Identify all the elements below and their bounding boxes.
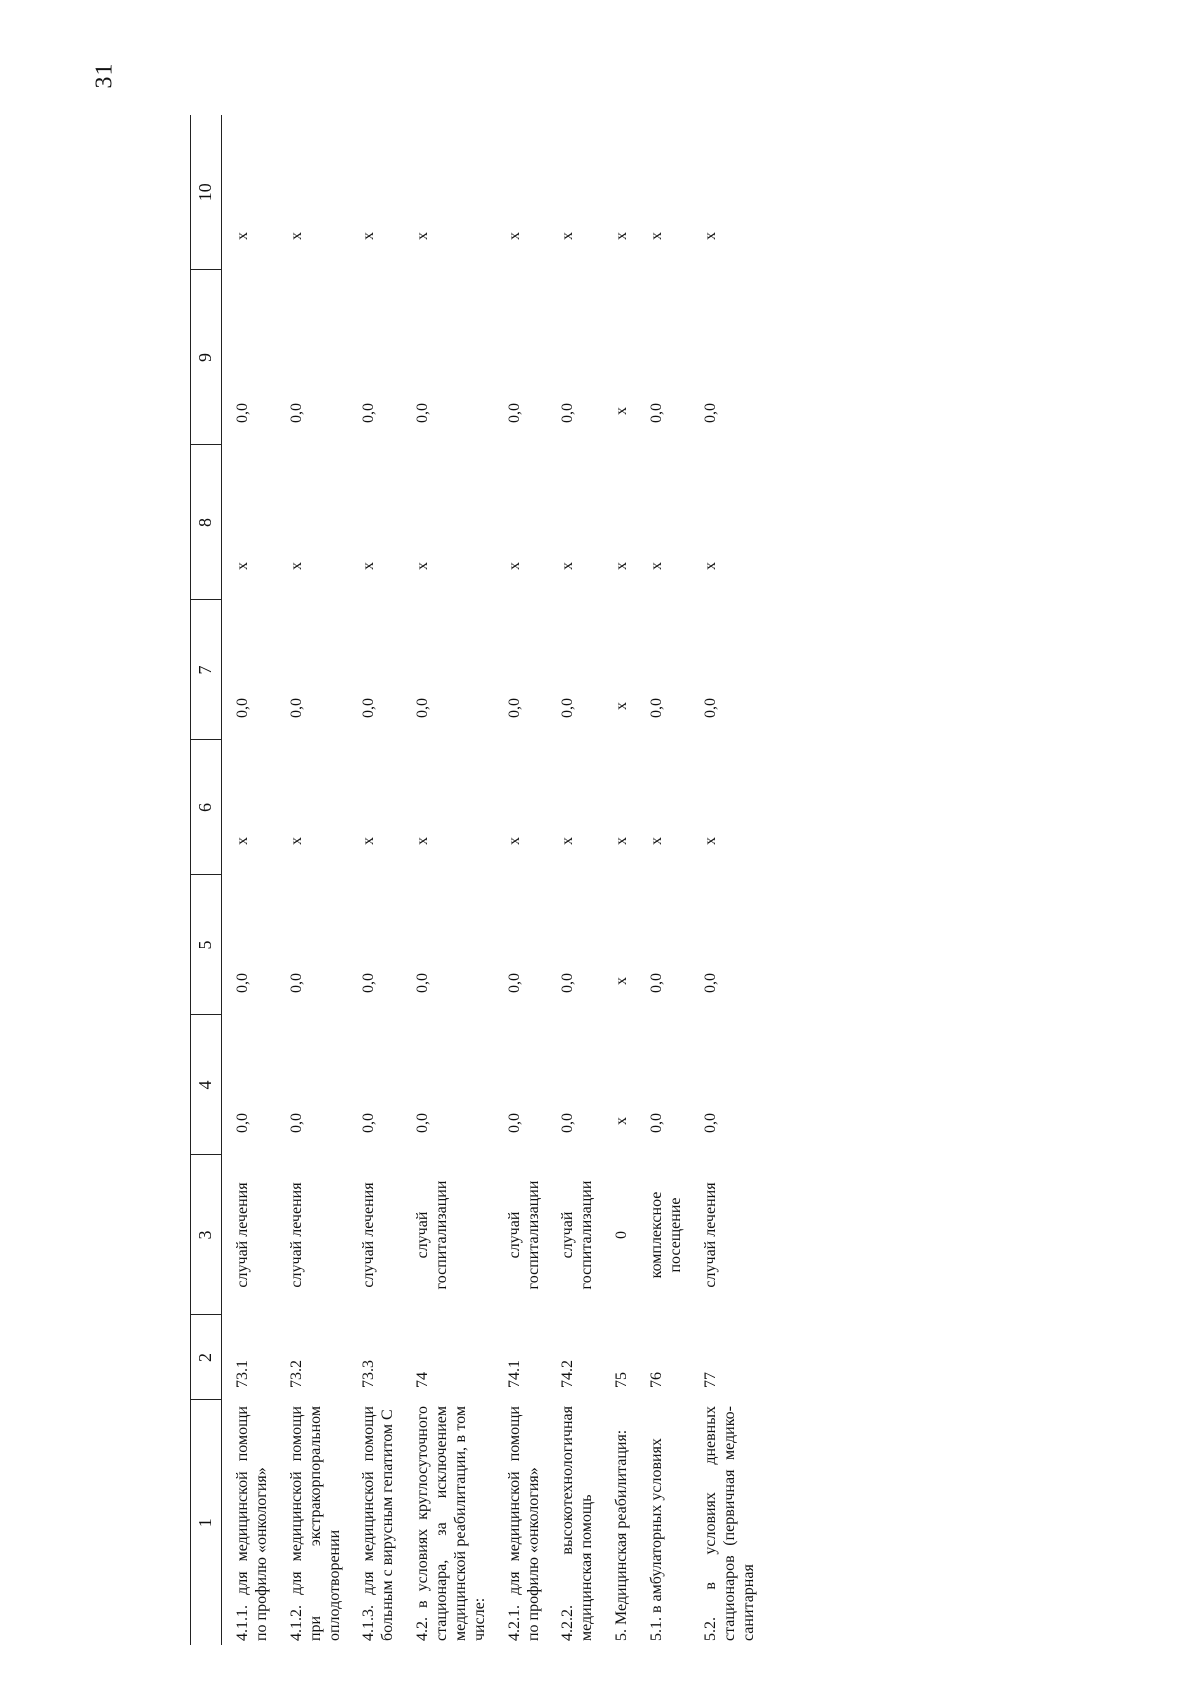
cell-col7: 0,0	[505, 698, 523, 718]
cell-col4: х	[613, 1117, 631, 1125]
row-code: 76	[648, 1372, 665, 1388]
table-row	[348, 115, 402, 1645]
cell-col5: 0,0	[559, 973, 577, 993]
cell-col6: х	[287, 837, 305, 845]
header-cell: 5	[191, 875, 222, 1015]
row-code: 74	[414, 1372, 432, 1388]
cell-col9: 0,0	[701, 403, 719, 423]
cell-col4: 0,0	[414, 1113, 432, 1133]
table-row	[276, 115, 349, 1645]
cell-col10: х	[234, 232, 251, 240]
table-row	[402, 115, 494, 1645]
cell-col4: 0,0	[505, 1113, 523, 1133]
cell-col9: 0,0	[414, 403, 432, 423]
cell-col5: 0,0	[360, 973, 378, 993]
cell-col6: х	[648, 837, 665, 845]
data-table	[190, 115, 762, 1645]
cell-col10: х	[414, 232, 432, 240]
cell-col8: х	[559, 562, 577, 570]
row-code: 74.1	[505, 1360, 523, 1388]
cell-col5: 0,0	[701, 973, 719, 993]
cell-col5: 0,0	[505, 973, 523, 993]
cell-col9: 0,0	[505, 403, 523, 423]
cell-col6: х	[505, 837, 523, 845]
cell-col10: х	[701, 232, 719, 240]
table-row	[690, 115, 763, 1645]
cell-col9: 0,0	[360, 403, 378, 423]
header-cell: 8	[191, 445, 222, 600]
cell-col10: х	[559, 232, 577, 240]
header-cell: 10	[191, 115, 222, 270]
cell-col7: 0,0	[360, 698, 378, 718]
row-name: 5.1. в амбулаторных условиях	[648, 1438, 665, 1641]
cell-col7: 0,0	[648, 698, 665, 718]
cell-col8: х	[234, 562, 251, 570]
cell-col10: х	[505, 232, 523, 240]
page-number: 31	[91, 62, 118, 89]
cell-col8: х	[505, 562, 523, 570]
cell-col7: 0,0	[234, 698, 251, 718]
table-row	[494, 115, 548, 1645]
table-row	[601, 115, 636, 1645]
cell-col9: 0,0	[559, 403, 577, 423]
row-name: 4.1.2. для медицинской помощи при экстракорпоральном оплодотворении	[287, 1406, 343, 1641]
row-unit: случай госпитализации	[505, 1180, 542, 1290]
cell-col8: х	[701, 562, 719, 570]
cell-col4: 0,0	[234, 1113, 251, 1133]
cell-col5: 0,0	[648, 973, 665, 993]
row-name: 4.2. в условиях круглосуточного стационара, за исключением медицинской реабилитации, в том числе:	[414, 1406, 488, 1641]
cell-col7: 0,0	[559, 698, 577, 718]
cell-col9: 0,0	[287, 403, 305, 423]
header-cell: 7	[191, 600, 222, 740]
row-unit: случай госпитализации	[559, 1180, 596, 1290]
cell-col8: х	[360, 562, 378, 570]
row-name: 4.1.1. для медицинской помощи по профилю «онкология»	[234, 1406, 270, 1641]
cell-col6: х	[234, 837, 251, 845]
cell-col6: х	[360, 837, 378, 845]
row-name: 4.2.1. для медицинской помощи по профилю «онкология»	[505, 1406, 542, 1641]
cell-col9: х	[613, 407, 631, 415]
cell-col9: 0,0	[234, 403, 251, 423]
rotated-table-container	[190, 115, 990, 1645]
row-code: 75	[613, 1372, 631, 1388]
table-row	[547, 115, 601, 1645]
table-row	[636, 115, 690, 1645]
cell-col4: 0,0	[287, 1113, 305, 1133]
row-code: 73.2	[287, 1360, 305, 1388]
row-unit: 0	[613, 1231, 631, 1239]
cell-col6: х	[414, 837, 432, 845]
row-name: 5.2. в условиях дневных стационаров (первичная медико-санитарная	[701, 1406, 757, 1641]
row-name: 5. Медицинская реабилитация:	[613, 1429, 631, 1641]
cell-col10: х	[287, 232, 305, 240]
row-code: 77	[701, 1372, 719, 1388]
row-name: 4.1.3. для медицинской помощи больным с вирусным гепатитом С	[360, 1406, 397, 1641]
row-unit: случай госпитализации	[414, 1180, 450, 1290]
row-unit: комплексное посещение	[648, 1191, 684, 1279]
cell-col7: 0,0	[701, 698, 719, 718]
cell-col8: х	[648, 562, 665, 570]
cell-col8: х	[414, 562, 432, 570]
row-unit: случай лечения	[701, 1182, 719, 1288]
cell-col4: 0,0	[559, 1113, 577, 1133]
cell-col9: 0,0	[648, 403, 665, 423]
cell-col10: х	[648, 232, 665, 240]
cell-col7: 0,0	[287, 698, 305, 718]
cell-col10: х	[613, 232, 631, 240]
cell-col5: х	[613, 977, 631, 985]
cell-col6: х	[613, 837, 631, 845]
header-cell: 1	[191, 1400, 222, 1645]
row-unit: случай лечения	[287, 1182, 305, 1288]
cell-col6: х	[701, 837, 719, 845]
cell-col8: х	[287, 562, 305, 570]
cell-col7: х	[613, 702, 631, 710]
cell-col4: 0,0	[360, 1113, 378, 1133]
cell-col7: 0,0	[414, 698, 432, 718]
cell-col8: х	[613, 562, 631, 570]
header-cell: 9	[191, 270, 222, 445]
cell-col4: 0,0	[648, 1113, 665, 1133]
cell-col5: 0,0	[414, 973, 432, 993]
header-cell: 3	[191, 1155, 222, 1315]
row-code: 73.1	[234, 1360, 251, 1388]
row-code: 73.3	[360, 1360, 378, 1388]
table-row	[222, 115, 276, 1645]
cell-col5: 0,0	[287, 973, 305, 993]
row-code: 74.2	[559, 1360, 577, 1388]
row-unit: случай лечения	[234, 1182, 251, 1288]
header-cell: 4	[191, 1015, 222, 1155]
header-cell: 6	[191, 740, 222, 875]
cell-col5: 0,0	[234, 973, 251, 993]
cell-col10: х	[360, 232, 378, 240]
cell-col4: 0,0	[701, 1113, 719, 1133]
cell-col6: х	[559, 837, 577, 845]
row-name: 4.2.2. высокотехнологичная медицинская помощь	[559, 1406, 596, 1641]
row-unit: случай лечения	[360, 1182, 378, 1288]
header-row	[191, 115, 222, 1645]
header-cell: 2	[191, 1315, 222, 1400]
